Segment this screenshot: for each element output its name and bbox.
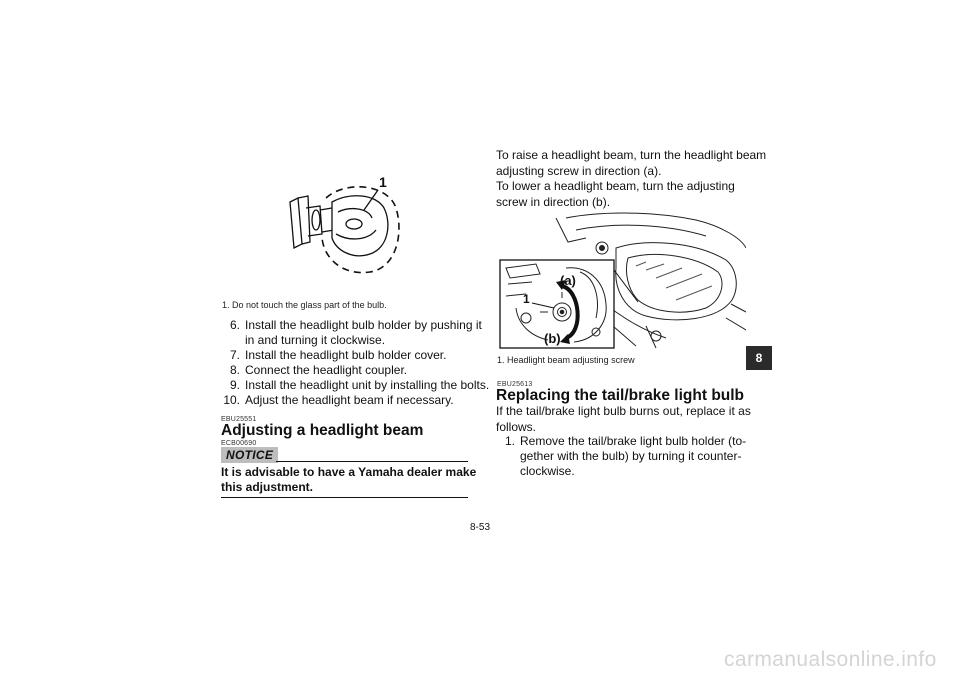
bulb-figure-caption: 1. Do not touch the glass part of the bulb. (222, 300, 387, 310)
direction-a-label: (a) (560, 273, 576, 288)
bulb-callout-number: 1 (379, 174, 387, 190)
headlight-adjust-illustration (496, 208, 746, 350)
direction-b-label: (b) (544, 331, 561, 346)
notice-text: It is advisable to have a Yamaha dealer make this adjustment. (221, 465, 477, 494)
section-code: EBU25613 (497, 381, 533, 388)
screw-callout-number: 1 (523, 292, 530, 306)
notice-code: ECB00690 (221, 440, 257, 447)
beam-instructions: To raise a headlight beam, turn the headlight beam adjusting screw in direction (a). To lower a headlight beam, turn the adjusting screw in direction (b). (496, 148, 767, 209)
chapter-tab: 8 (746, 346, 772, 370)
section-heading: Adjusting a headlight beam (221, 422, 424, 439)
notice-label: NOTICE (221, 447, 278, 463)
section-heading: Replacing the tail/brake light bulb (496, 387, 745, 404)
section-code: EBU25551 (221, 416, 257, 423)
watermark-text: carmanualsonline.info (724, 648, 937, 671)
bulb-illustration (280, 172, 410, 290)
notice-bottom-rule (221, 497, 468, 498)
headlight-figure-caption: 1. Headlight beam adjusting screw (497, 355, 635, 365)
notice-top-rule (276, 461, 468, 462)
tail-light-paragraph: If the tail/brake light bulb burns out, replace it as follows. (496, 404, 751, 434)
page-number: 8-53 (469, 522, 490, 533)
